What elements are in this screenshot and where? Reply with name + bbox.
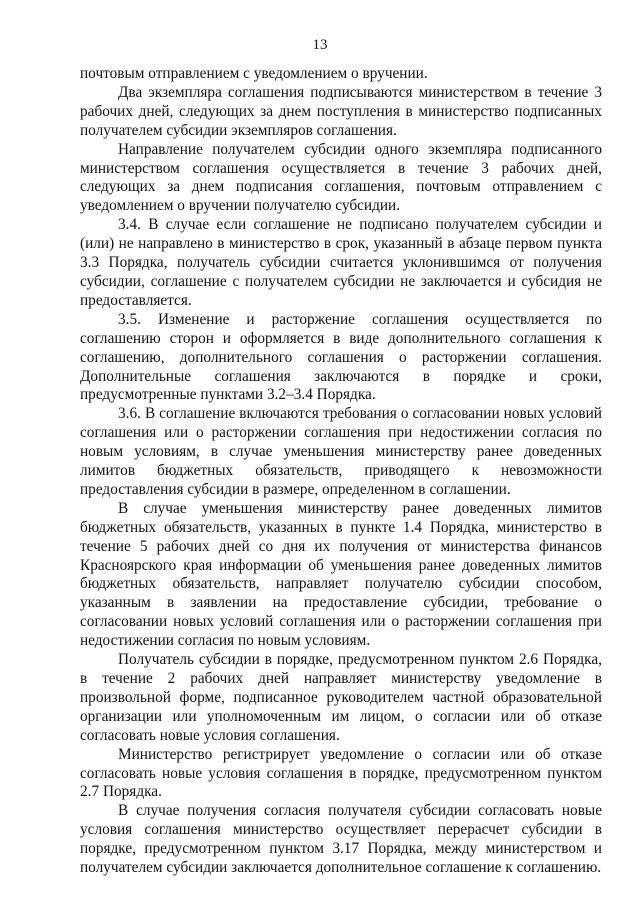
paragraph-3-5: 3.5. Изменение и расторжение соглашения осуществляется по соглашению сторон и оформляется в виде дополнительного соглашения к соглашению, дополнительного соглашения о расторжении соглашения. Дополнительные соглашения заключаются в порядке и сроки, предусмотренные пунктами 3.2–3.4 Порядка.: [80, 310, 602, 404]
paragraph-3-6: 3.6. В соглашение включаются требования о согласовании новых условий соглашения или о расторжении соглашения при недостижении согласия по новым условиям, в случае уменьшения министерству ранее доведенных лимитов бюджетных обязательств, приводящего к невозможности предоставления субсидии в размере, определенном в соглашении.: [80, 405, 602, 498]
paragraph-recipient-notice: Получатель субсидии в порядке, предусмотренном пунктом 2.6 Порядка, в течение 2 рабочих дней направляет министерству уведомление в произвольной форме, подписанное руководителем частной образовательной организации или уполномоченным им лицом, о согласии или об отказе согласовать новые условия соглашения.: [80, 651, 602, 744]
paragraph-3-4: 3.4. В случае если соглашение не подписано получателем субсидии и (или) не направлено в министерство в срок, указанный в абзаце первом пункта 3.3 Порядка, получатель субсидии считается уклонившимся от получения субсидии, соглашение с получателем субсидии не заключается и субсидия не предоставляется.: [80, 216, 602, 309]
paragraph-ministry-registers: Министерство регистрирует уведомление о согласии или об отказе согласовать новые условия соглашения в порядке, предусмотренном пунктом 2.7 Порядка.: [80, 745, 602, 801]
paragraph-signing-copies: Два экземпляра соглашения подписываются министерством в течение 3 рабочих дней, следующих за днем поступления в министерство подписанных получателем субсидии экземпляров соглашения.: [80, 83, 602, 139]
body-text: [80, 65, 602, 878]
paragraph-sending-copy: Направление получателем субсидии одного экземпляра подписанного министерством соглашения осуществляется в течение 3 рабочих дней, следующих за днем подписания соглашения, почтовым отправлением с уведомлением о вручении получателю субсидии.: [80, 140, 602, 215]
page-number: 13: [312, 37, 328, 53]
paragraph-limit-reduction: В случае уменьшения министерству ранее доведенных лимитов бюджетных обязательств, указанных в пункте 1.4 Порядка, министерство в течение 5 рабочих дней со дня их получения от министерства финансов Красноярского края информации об уменьшения ранее доведенных лимитов бюджетных обязательств, направляет получателю субсидии способом, указанным в заявлении на предоставление субсидии, требование о согласовании новых условий соглашения или о расторжении соглашения при недостижении согласия по новым условиям.: [80, 499, 602, 650]
paragraph-recalculation: В случае получения согласия получателя субсидии согласовать новые условия соглашения министерство осуществляет перерасчет субсидии в порядке, предусмотренном пунктом 3.17 Порядка, между министерством и получателем субсидии заключается дополнительное соглашение к соглашению.: [80, 802, 602, 877]
paragraph-continuation: почтовым отправлением с уведомлением о вручении.: [80, 65, 428, 82]
